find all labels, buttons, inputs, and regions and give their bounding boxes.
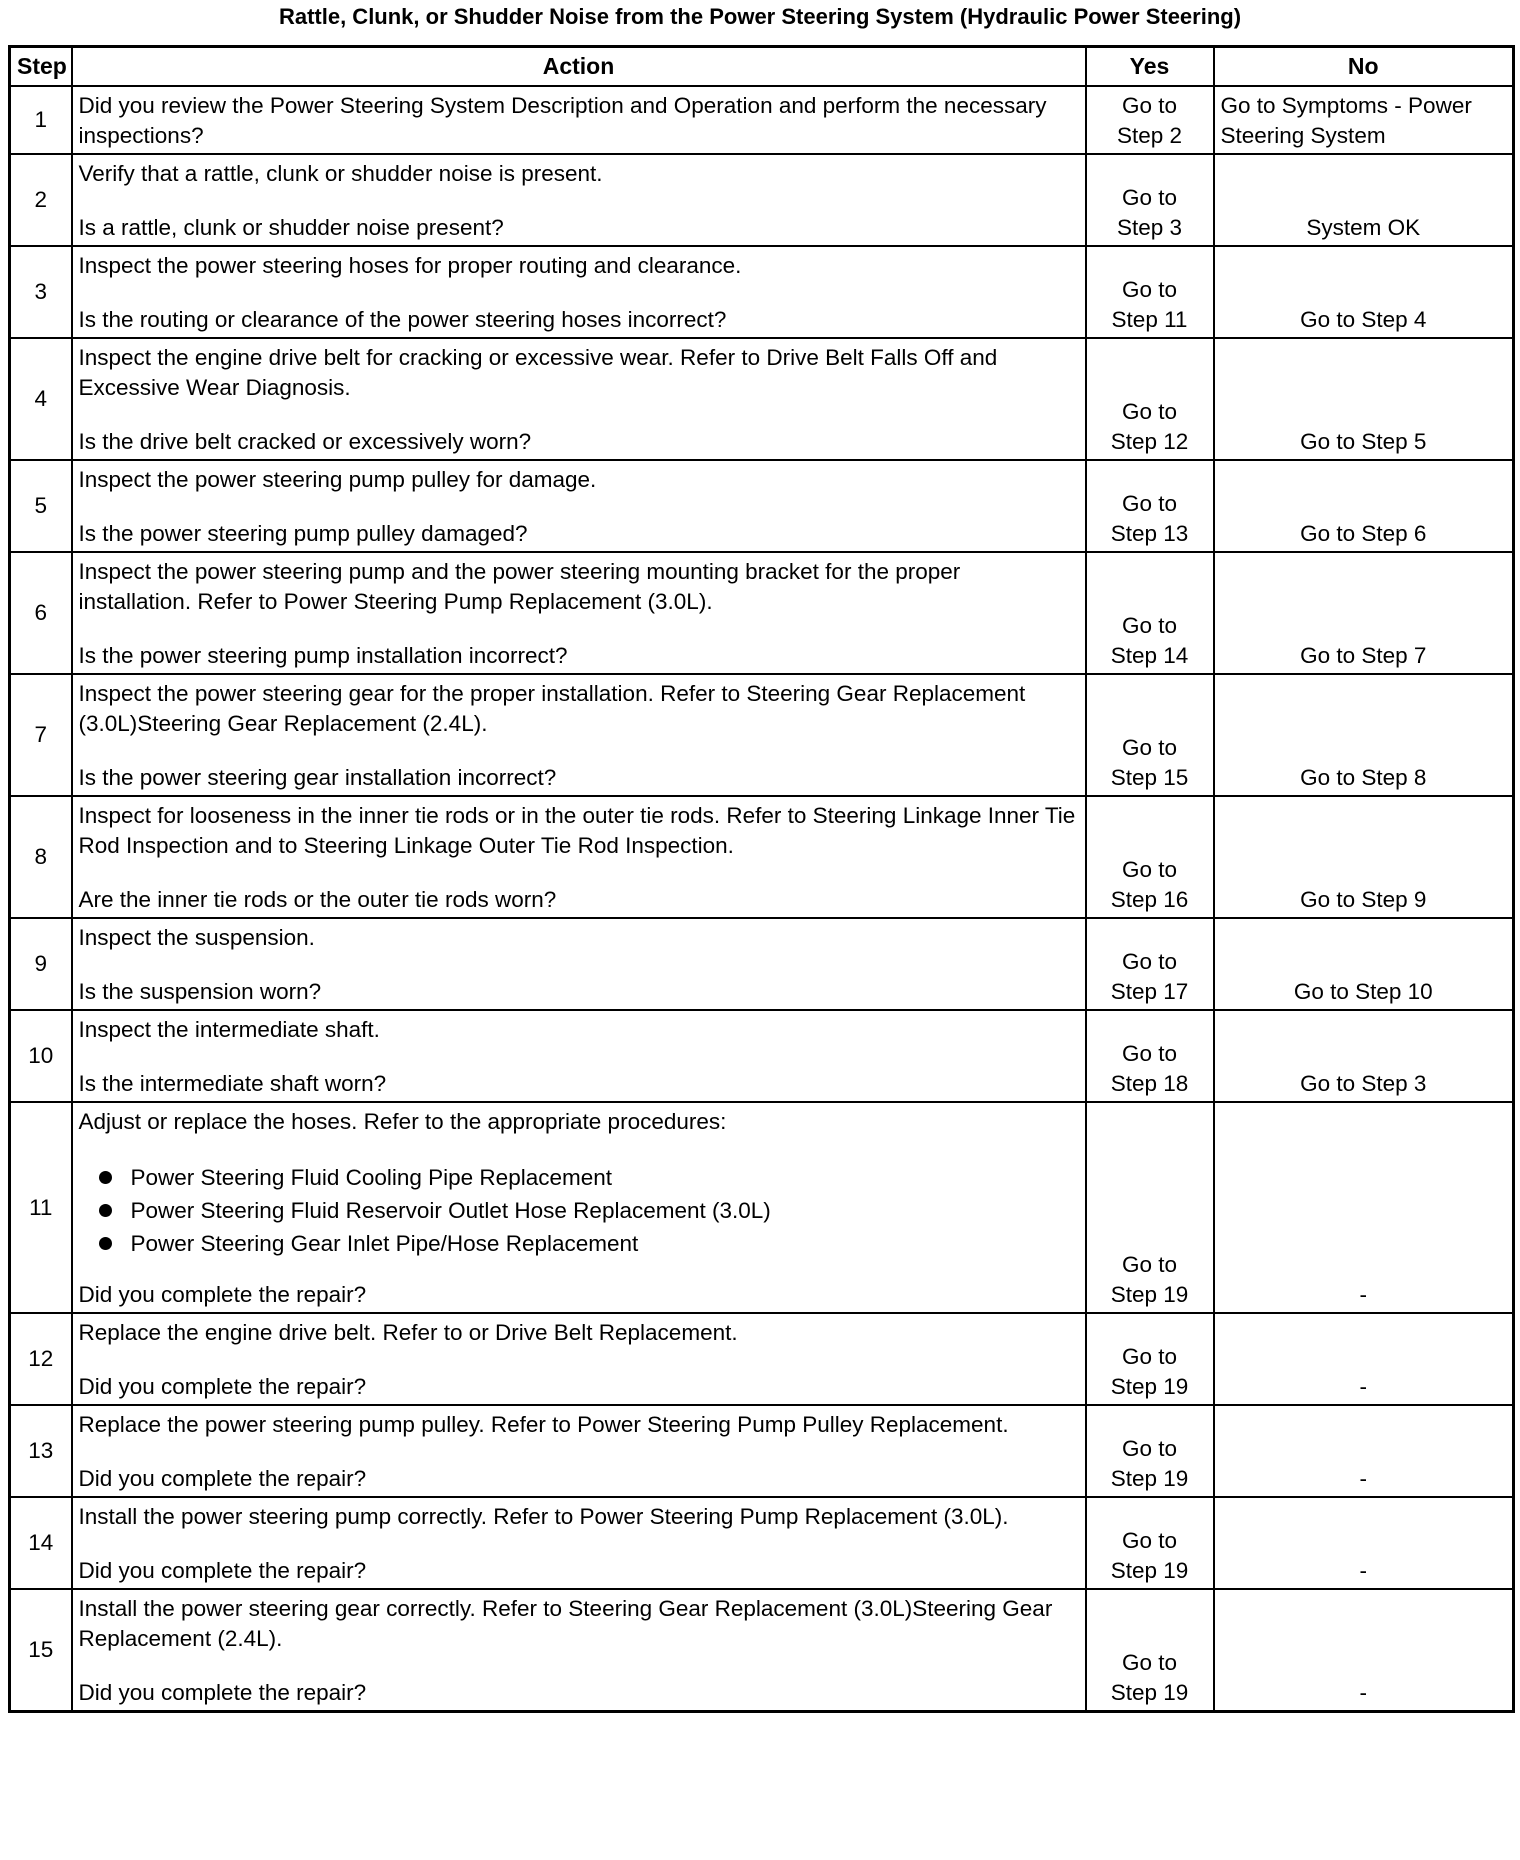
spacer	[79, 189, 1079, 213]
yes-cell	[1086, 674, 1214, 796]
action-cell	[72, 338, 1086, 460]
action-question: Is the power steering pump pulley damaged?	[78, 521, 528, 546]
action-cell	[72, 796, 1086, 918]
table-body	[10, 86, 1514, 1712]
step-number: 7	[10, 674, 72, 796]
no-text: Go to Symptoms - Power	[1220, 93, 1472, 118]
yes-text: Go to	[1121, 93, 1178, 118]
yes-text: Go to	[1121, 491, 1178, 516]
action-cell	[72, 154, 1086, 246]
yes-text: Go to	[1121, 1528, 1178, 1553]
action-question: Did you complete the repair?	[78, 1680, 367, 1705]
yes-cell	[1086, 796, 1214, 918]
table-row	[10, 918, 1514, 1010]
yes-text: Step 19	[1110, 1374, 1189, 1399]
no-cell	[1214, 1010, 1514, 1102]
no-text: Go to Step 7	[1300, 643, 1427, 668]
spacer	[79, 495, 1079, 519]
spacer	[79, 1348, 1079, 1372]
yes-text: Step 3	[1116, 215, 1183, 240]
step-number: 6	[10, 552, 72, 674]
no-text: Go to Step 3	[1300, 1071, 1427, 1096]
yes-text: Go to	[1121, 735, 1178, 760]
procedure-list-item: Power Steering Fluid Reservoir Outlet Hose Replacement (3.0L)	[99, 1194, 1079, 1227]
action-cell	[72, 86, 1086, 154]
action-text: Inspect the intermediate shaft.	[78, 1017, 380, 1042]
header-action: Action	[72, 47, 1086, 87]
spacer	[79, 953, 1079, 977]
action-question: Is the routing or clearance of the power steering hoses incorrect?	[78, 307, 727, 332]
action-text: Install the power steering pump correctly. Refer to Power Steering Pump Replacement (3.0L).	[78, 1504, 1009, 1529]
yes-text: Step 11	[1111, 307, 1188, 332]
step-number: 8	[10, 796, 72, 918]
action-question: Is the drive belt cracked or excessively worn?	[78, 429, 532, 454]
yes-text: Step 12	[1110, 429, 1189, 454]
yes-text: Go to	[1121, 1252, 1178, 1277]
action-text: Inspect the power steering gear for the proper installation. Refer to Steering Gear Replacement (3.0L)Steering Gear Replacement (2.4L).	[78, 681, 1026, 736]
yes-text: Step 19	[1110, 1558, 1189, 1583]
spacer	[79, 1532, 1079, 1556]
action-cell	[72, 918, 1086, 1010]
spacer	[79, 1260, 1079, 1280]
no-cell	[1214, 338, 1514, 460]
action-question: Is the power steering pump installation incorrect?	[78, 643, 568, 668]
action-question: Did you complete the repair?	[78, 1374, 367, 1399]
spacer	[79, 403, 1079, 427]
spacer	[79, 1045, 1079, 1069]
table-row	[10, 460, 1514, 552]
action-cell	[72, 552, 1086, 674]
yes-text: Go to	[1121, 949, 1178, 974]
no-text: -	[1359, 1680, 1367, 1705]
no-cell	[1214, 552, 1514, 674]
action-cell	[72, 246, 1086, 338]
yes-cell	[1086, 1102, 1214, 1313]
action-text: Inspect the power steering pump pulley for damage.	[78, 467, 597, 492]
yes-text: Step 19	[1110, 1282, 1189, 1307]
yes-text: Go to	[1121, 1344, 1178, 1369]
no-cell	[1214, 674, 1514, 796]
no-cell	[1214, 154, 1514, 246]
yes-text: Step 16	[1110, 887, 1189, 912]
no-cell	[1214, 86, 1514, 154]
action-cell	[72, 1010, 1086, 1102]
header-yes: Yes	[1086, 47, 1214, 87]
yes-text: Go to	[1121, 399, 1178, 424]
step-number: 12	[10, 1313, 72, 1405]
table-row	[10, 796, 1514, 918]
action-text: Adjust or replace the hoses. Refer to the appropriate procedures:	[78, 1109, 727, 1134]
yes-text: Go to	[1121, 857, 1178, 882]
yes-text: Go to	[1121, 1650, 1178, 1675]
action-cell	[72, 674, 1086, 796]
spacer	[79, 1137, 1079, 1161]
table-row	[10, 674, 1514, 796]
table-row	[10, 86, 1514, 154]
yes-text: Go to	[1121, 185, 1178, 210]
step-number: 13	[10, 1405, 72, 1497]
yes-cell	[1086, 460, 1214, 552]
yes-cell	[1086, 1313, 1214, 1405]
action-text: Did you review the Power Steering System Description and Operation and perform the necessary inspections?	[78, 93, 1047, 148]
table-row	[10, 1589, 1514, 1712]
no-cell	[1214, 1405, 1514, 1497]
no-cell	[1214, 1589, 1514, 1712]
action-text: Inspect for looseness in the inner tie rods or in the outer tie rods. Refer to Steering Linkage Inner Tie Rod Inspection and to Steering Linkage Outer Tie Rod Inspection.	[78, 803, 1076, 858]
action-question: Is the power steering gear installation incorrect?	[78, 765, 557, 790]
no-text: -	[1359, 1558, 1367, 1583]
table-row	[10, 154, 1514, 246]
action-cell	[72, 1313, 1086, 1405]
yes-cell	[1086, 1497, 1214, 1589]
action-question: Is the intermediate shaft worn?	[78, 1071, 387, 1096]
yes-text: Go to	[1121, 1436, 1178, 1461]
no-text: Steering System	[1220, 123, 1386, 148]
page-title: Rattle, Clunk, or Shudder Noise from the Power Steering System (Hydraulic Power Steering)	[278, 4, 1242, 29]
action-question: Did you complete the repair?	[78, 1558, 367, 1583]
step-number: 9	[10, 918, 72, 1010]
no-cell	[1214, 918, 1514, 1010]
no-text: -	[1359, 1282, 1367, 1307]
yes-text: Step 18	[1110, 1071, 1189, 1096]
table-row	[10, 1405, 1514, 1497]
action-question: Is the suspension worn?	[78, 979, 322, 1004]
header-step: Step	[10, 47, 72, 87]
procedure-list	[79, 1161, 1079, 1260]
yes-cell	[1086, 918, 1214, 1010]
action-text: Inspect the engine drive belt for cracking or excessive wear. Refer to Drive Belt Falls Off and Excessive Wear Diagnosis.	[78, 345, 998, 400]
table-row	[10, 1102, 1514, 1313]
yes-cell	[1086, 552, 1214, 674]
yes-text: Step 15	[1110, 765, 1189, 790]
spacer	[79, 739, 1079, 763]
no-text: Go to Step 6	[1300, 521, 1427, 546]
no-text: Go to Step 10	[1293, 979, 1433, 1004]
no-cell	[1214, 1313, 1514, 1405]
step-number: 11	[10, 1102, 72, 1313]
spacer	[79, 617, 1079, 641]
header-no: No	[1214, 47, 1514, 87]
action-text: Install the power steering gear correctly. Refer to Steering Gear Replacement (3.0L)Steering Gear Replacement (2.4L).	[78, 1596, 1053, 1651]
action-question: Did you complete the repair?	[78, 1466, 367, 1491]
spacer	[79, 861, 1079, 885]
table-row	[10, 338, 1514, 460]
yes-text: Step 19	[1110, 1466, 1189, 1491]
yes-cell	[1086, 1405, 1214, 1497]
yes-text: Go to	[1121, 277, 1178, 302]
yes-cell	[1086, 338, 1214, 460]
table-row	[10, 1313, 1514, 1405]
yes-cell	[1086, 86, 1214, 154]
no-text: Go to Step 4	[1300, 307, 1427, 332]
no-cell	[1214, 1102, 1514, 1313]
no-text: -	[1359, 1374, 1367, 1399]
yes-text: Step 13	[1110, 521, 1189, 546]
no-text: -	[1359, 1466, 1367, 1491]
action-text: Inspect the power steering hoses for proper routing and clearance.	[78, 253, 742, 278]
step-number: 2	[10, 154, 72, 246]
table-row	[10, 1497, 1514, 1589]
step-number: 4	[10, 338, 72, 460]
action-question: Did you complete the repair?	[78, 1282, 367, 1307]
action-cell	[72, 460, 1086, 552]
no-text: Go to Step 8	[1300, 765, 1427, 790]
spacer	[79, 281, 1079, 305]
yes-cell	[1086, 1589, 1214, 1712]
table-row	[10, 552, 1514, 674]
no-cell	[1214, 1497, 1514, 1589]
no-text: Go to Step 9	[1300, 887, 1427, 912]
no-cell	[1214, 460, 1514, 552]
action-text: Verify that a rattle, clunk or shudder noise is present.	[78, 161, 603, 186]
yes-cell	[1086, 246, 1214, 338]
yes-text: Step 14	[1110, 643, 1189, 668]
no-cell	[1214, 246, 1514, 338]
step-number: 5	[10, 460, 72, 552]
yes-text: Go to	[1121, 1041, 1178, 1066]
step-number: 15	[10, 1589, 72, 1712]
action-text: Replace the engine drive belt. Refer to or Drive Belt Replacement.	[78, 1320, 738, 1345]
spacer	[79, 1440, 1079, 1464]
step-number: 14	[10, 1497, 72, 1589]
action-text: Replace the power steering pump pulley. Refer to Power Steering Pump Pulley Replacement.	[78, 1412, 1009, 1437]
action-question: Are the inner tie rods or the outer tie rods worn?	[78, 887, 557, 912]
action-text: Inspect the power steering pump and the power steering mounting bracket for the proper installation. Refer to Power Steering Pump Replacement (3.0L).	[78, 559, 961, 614]
diagnostic-table	[8, 45, 1515, 1713]
yes-cell	[1086, 1010, 1214, 1102]
action-cell	[72, 1405, 1086, 1497]
yes-text: Step 2	[1116, 123, 1183, 148]
no-cell	[1214, 796, 1514, 918]
action-cell	[72, 1589, 1086, 1712]
table-row	[10, 246, 1514, 338]
procedure-list-item: Power Steering Fluid Cooling Pipe Replacement	[99, 1161, 1079, 1194]
step-number: 1	[10, 86, 72, 154]
action-cell	[72, 1102, 1086, 1313]
action-cell	[72, 1497, 1086, 1589]
no-text: System OK	[1306, 215, 1421, 240]
spacer	[79, 1654, 1079, 1678]
step-number: 10	[10, 1010, 72, 1102]
action-text: Inspect the suspension.	[78, 925, 315, 950]
table-header-row	[10, 47, 1514, 87]
table-row	[10, 1010, 1514, 1102]
no-text: Go to Step 5	[1300, 429, 1427, 454]
yes-text: Go to	[1121, 613, 1178, 638]
yes-cell	[1086, 154, 1214, 246]
yes-text: Step 17	[1110, 979, 1189, 1004]
yes-text: Step 19	[1110, 1680, 1189, 1705]
procedure-list-item: Power Steering Gear Inlet Pipe/Hose Replacement	[99, 1227, 1079, 1260]
step-number: 3	[10, 246, 72, 338]
action-question: Is a rattle, clunk or shudder noise present?	[78, 215, 504, 240]
